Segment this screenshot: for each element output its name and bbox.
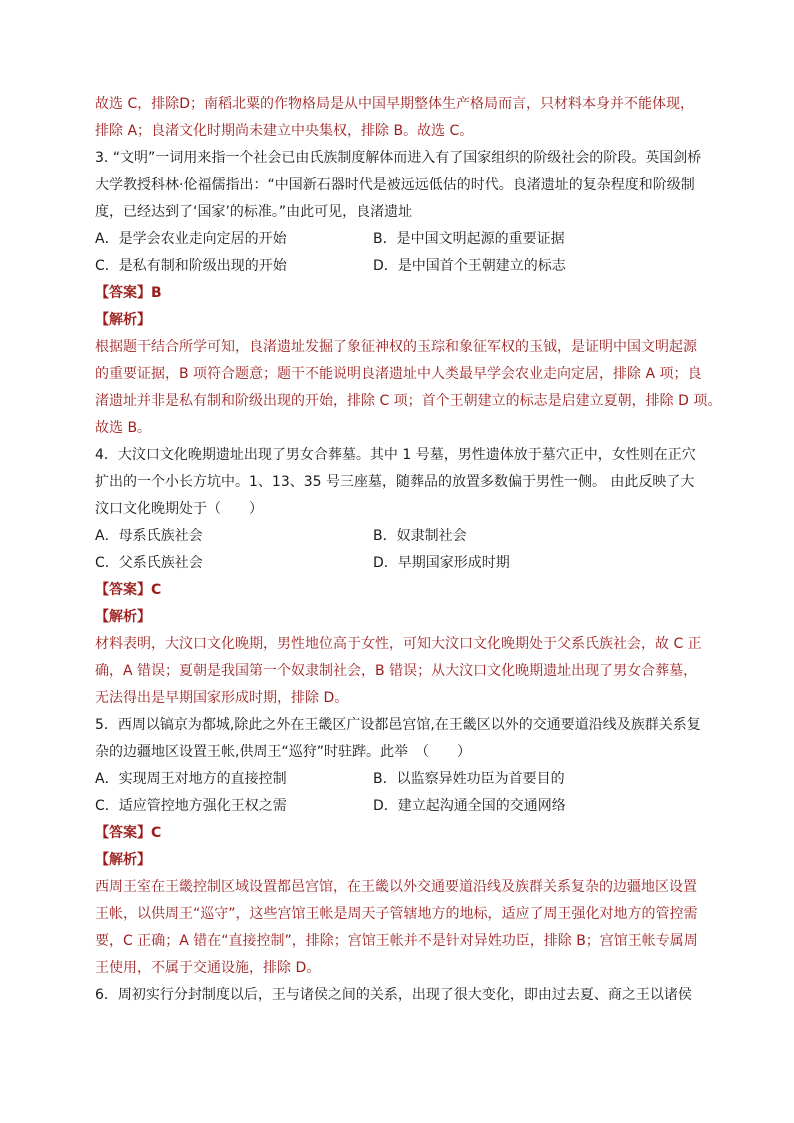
explanation-text: 王使用，不属于交通设施，排除 D。 [95, 960, 321, 976]
explanation-text: 西周王室在王畿控制区域设置都邑宫馆，在王畿以外交通要道沿线及族群关系复杂的边疆地区设置 [95, 879, 697, 895]
option-a: A．是学会农业走向定居的开始 [95, 231, 287, 247]
explanation-text: 王帐，以供周王“巡守”，这些宫馆王帐是周天子管辖地方的地标，适应了周王强化对地方的管控需 [95, 906, 698, 922]
option-d: D．早期国家形成时期 [373, 555, 510, 571]
question-6 [95, 982, 705, 1009]
option-d: D．是中国首个王朝建立的标志 [373, 258, 566, 274]
options-row [95, 226, 705, 253]
explanation-label: 【解析】 [95, 609, 151, 625]
explanation-text: 无法得出是早期国家形成时期，排除 D。 [95, 690, 349, 706]
answer-label: 【答案】C [95, 582, 162, 598]
options-row [95, 793, 705, 820]
explanation-text: 故选 B。 [95, 420, 152, 436]
question-stem: 4．大汶口文化晚期遗址出现了男女合葬墓。其中 1 号墓，男性遗体放于墓穴正中，女性则在正穴 [95, 447, 696, 463]
options-row [95, 550, 705, 577]
question-stem: 5．西周以镐京为都城,除此之外在王畿区广设都邑宫馆,在王畿区以外的交通要道沿线及族群关系复 [95, 717, 701, 733]
option-c: C．父系氏族社会 [95, 555, 203, 571]
options-row [95, 523, 705, 550]
explanation-text: 根据题干结合所学可知，良渚遗址发掘了象征神权的玉琮和象征军权的玉钺，是证明中国文明起源 [95, 339, 697, 355]
explanation-label: 【解析】 [95, 312, 151, 328]
option-c: C．是私有制和阶级出现的开始 [95, 258, 287, 274]
question-stem: 度，已经达到了‘国家’的标准。”由此可见，良渚遗址 [95, 204, 413, 220]
explanation-text: 确，A 错误；夏朝是我国第一个奴隶制社会，B 错误；从大汶口文化晚期遗址出现了男女合葬墓， [95, 663, 698, 679]
option-a: A．母系氏族社会 [95, 528, 203, 544]
explanation-text: 材料表明，大汶口文化晚期，男性地位高于女性，可知大汶口文化晚期处于父系氏族社会，故 C 正 [95, 636, 702, 652]
explanation-text: 渚遗址并非是私有制和阶级出现的开始，排除 C 项；首个王朝建立的标志是启建立夏朝，排除 D 项。 [95, 393, 722, 409]
options-row [95, 766, 705, 793]
option-b: B．是中国文明起源的重要证据 [373, 231, 565, 247]
options-row [95, 253, 705, 280]
option-b: B．奴隶制社会 [373, 528, 467, 544]
question-4 [95, 442, 705, 712]
document-page [95, 91, 722, 1009]
question-stem: 大学教授科林·伦福儒指出：“中国新石器时代是被远远低估的时代。良渚遗址的复杂程度和阶级制 [95, 177, 695, 193]
question-stem: 6．周初实行分封制度以后，王与诸侯之间的关系，出现了很大变化，即由过去夏、商之王以诸侯 [95, 987, 692, 1003]
option-c: C．适应管控地方强化王权之需 [95, 798, 287, 814]
question-stem: 汶口文化晚期处于（ ） [95, 501, 263, 517]
question-stem: 杂的边疆地区设置王帐,供周王“巡狩”时驻跸。此举 （ ） [95, 744, 471, 760]
question-5 [95, 712, 705, 982]
prev-explanation-line-1: 故选 C，排除D；南稻北粟的作物格局是从中国早期整体生产格局而言，只材料本身并不能体现， [95, 96, 695, 112]
option-a: A．实现周王对地方的直接控制 [95, 771, 287, 787]
explanation-label: 【解析】 [95, 852, 151, 868]
explanation-text: 要，C 正确；A 错在“直接控制”，排除；宫馆王帐并不是针对异姓功臣，排除 B；宫馆王帐专属周 [95, 933, 698, 949]
prev-explanation-line-2: 排除 A；良渚文化时期尚未建立中央集权，排除 B。故选 C。 [95, 123, 474, 139]
answer-label: 【答案】B [95, 285, 162, 301]
answer-label: 【答案】C [95, 825, 162, 841]
explanation-text: 的重要证据，B 项符合题意；题干不能说明良渚遗址中人类最早学会农业走向定居，排除 A 项；良 [95, 366, 702, 382]
option-b: B．以监察异姓功臣为首要目的 [373, 771, 565, 787]
question-stem: 扩出的一个小长方坑中。1、13、35 号三座墓，随葬品的放置多数偏于男性一侧。 由此反映了大 [95, 474, 695, 490]
option-d: D．建立起沟通全国的交通网络 [373, 798, 566, 814]
question-3 [95, 145, 722, 442]
question-stem: 3. “文明”一词用来指一个社会已由氏族制度解体而进入有了国家组织的阶级社会的阶段。英国剑桥 [95, 150, 702, 166]
